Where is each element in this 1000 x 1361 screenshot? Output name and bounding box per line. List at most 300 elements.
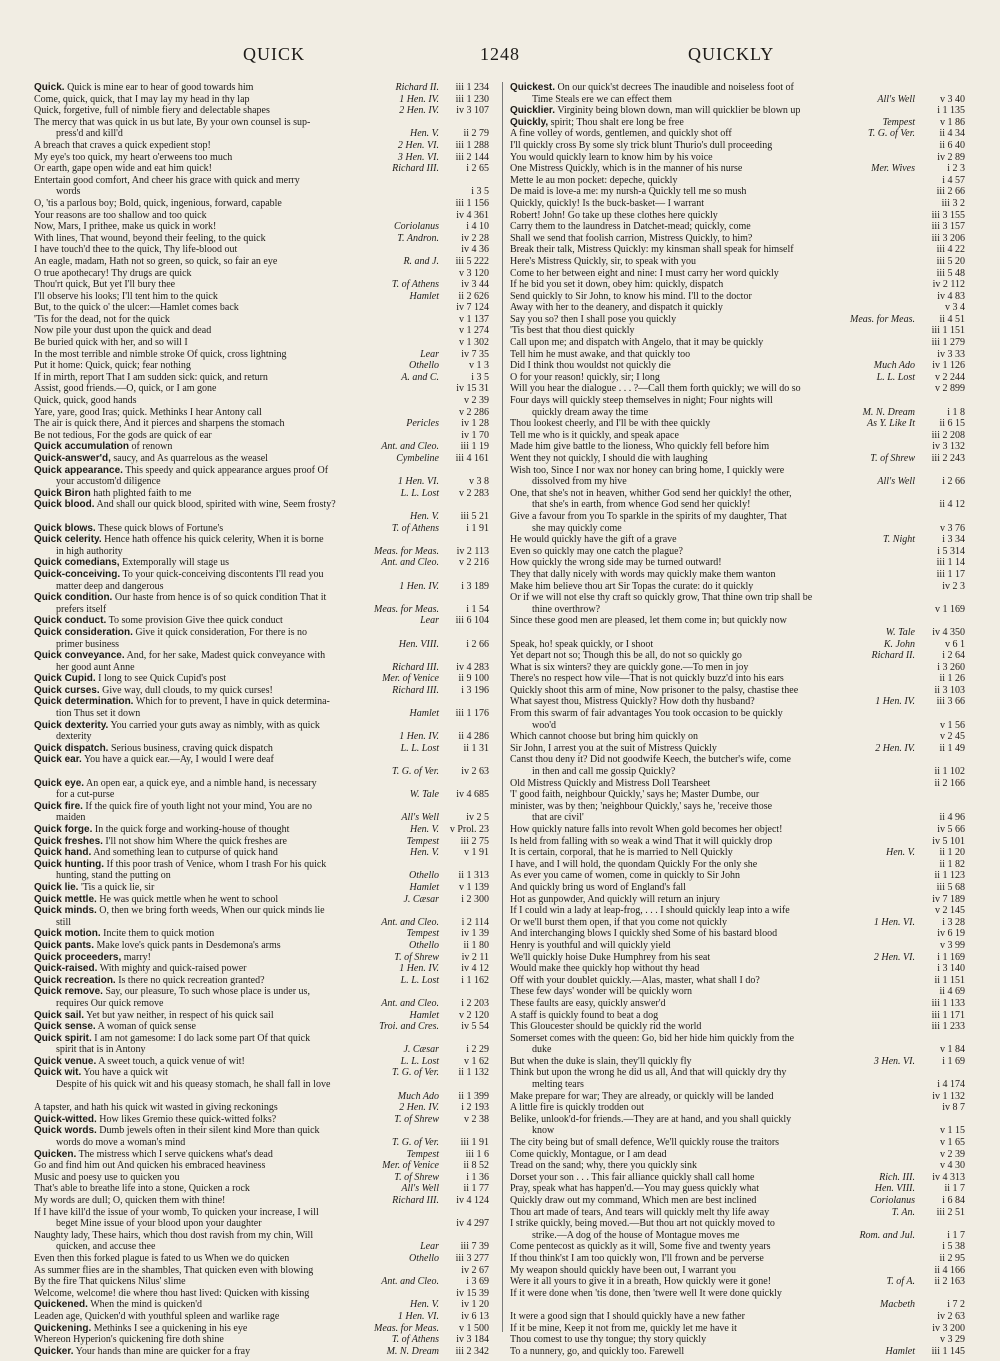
quotation: Call upon me; and dispatch with Angelo, that it may be quickly <box>510 337 764 349</box>
entry-text <box>510 210 911 222</box>
citation-reference: i 2 203 <box>461 997 489 1009</box>
quotation: Assist, good friends.—O, quick, or I am gone <box>34 383 217 395</box>
citation-reference: i 1 7 <box>947 1229 965 1241</box>
entry-line <box>510 1195 965 1207</box>
entry-text <box>34 569 435 581</box>
quotation: Or we'll burst them open, if that you come not quickly <box>510 916 728 928</box>
quotation: Welcome, welcome! die where thou hast lived: Quicken with kissing <box>34 1287 310 1299</box>
entry-text <box>34 186 435 198</box>
entry-text <box>510 940 911 952</box>
quotation: Quickly draw out my command, Which men are best inclined <box>510 1195 757 1206</box>
headword: Quick lie. <box>34 881 79 893</box>
quotation: quickly dream away the time <box>532 406 649 418</box>
entry-text <box>34 1125 435 1137</box>
running-head-right: QUICKLY <box>688 44 775 64</box>
entry-text <box>510 198 911 210</box>
citation-reference: iv 2 28 <box>461 232 489 244</box>
quotation: If thou think'st I am too quickly won, I'll frown and be perverse <box>510 1252 764 1264</box>
entry-text <box>510 418 863 430</box>
entry-text <box>34 963 395 975</box>
citation-reference: iv 3 107 <box>456 105 489 117</box>
citation-reference: v 3 76 <box>940 522 965 534</box>
entry-line <box>34 1056 489 1068</box>
headword: Quick conveyance. <box>34 650 125 662</box>
entry-line <box>510 1114 965 1126</box>
citation-reference: iv 2 112 <box>932 279 965 291</box>
quotation: An open ear, a quick eye, and a nimble hand, is necessary <box>85 777 317 789</box>
entry-text <box>510 801 911 813</box>
entry-line <box>510 395 965 407</box>
entry-line <box>510 291 965 303</box>
entry-line <box>34 383 489 395</box>
entry-line <box>510 1160 965 1172</box>
entry-line <box>510 418 965 430</box>
quotation: Quick, quick, good hands <box>34 395 137 407</box>
quotation: Come pentecost as quickly as it will, Some five and twenty years <box>510 1241 771 1253</box>
entry-text <box>34 349 416 361</box>
entry-line <box>510 337 965 349</box>
entry-line <box>34 847 489 859</box>
citation-reference <box>915 511 965 523</box>
quotation: words do move a woman's mind <box>56 1137 186 1149</box>
quotation: Sir John, I arrest you at the suit of Mistress Quickly <box>510 742 717 754</box>
citation-reference: v 2 244 <box>935 371 965 383</box>
citation-reference <box>915 754 965 766</box>
entry-line <box>510 801 965 813</box>
quotation: The mistress which I serve quickens what's dead <box>78 1148 273 1160</box>
entry-line <box>510 1276 965 1288</box>
entry-text <box>510 244 911 256</box>
quotation: spirit; Thou shalt ere long be free <box>550 116 684 128</box>
citation-reference <box>439 720 489 732</box>
citation-reference <box>439 1125 489 1137</box>
quotation: On our quick'st decrees The inaudible and noiseless foot of <box>557 82 794 93</box>
entry-line <box>34 1137 489 1149</box>
citation-reference: ii 4 166 <box>934 1264 965 1276</box>
quotation: Or earth, gape open wide and eat him quick! <box>34 163 212 175</box>
citation-reference <box>439 175 489 187</box>
entry-line <box>510 128 965 140</box>
entry-text <box>34 766 388 778</box>
headword: Quick eye. <box>34 777 85 789</box>
entry-text <box>510 812 911 824</box>
headword: Quicklier. <box>510 105 556 117</box>
entry-line <box>34 986 489 998</box>
quotation: But, to the quick o' the ulcer:—Hamlet comes back <box>34 302 239 314</box>
entry-text <box>510 1230 855 1242</box>
quotation: And, for her sake, Madest quick conveyance with <box>126 650 326 662</box>
right-column <box>510 82 965 1357</box>
quotation: We'll quickly hoise Duke Humphrey from his seat <box>510 951 711 963</box>
entry-line <box>510 986 965 998</box>
entry-text <box>510 302 911 314</box>
citation-reference: iii 5 48 <box>936 267 965 279</box>
entry-text <box>510 395 911 407</box>
entry-line <box>34 894 489 906</box>
quotation: still <box>56 916 72 928</box>
play-title: T. of Shrew <box>394 951 439 963</box>
quotation: If I have kill'd the issue of your womb, To quicken your increase, I will <box>34 1206 319 1218</box>
entry-line <box>34 673 489 685</box>
entry-text <box>34 430 435 442</box>
citation-reference: iii 5 68 <box>936 881 965 893</box>
quotation: Say you so? then I shall pose you quickly <box>510 313 677 325</box>
entry-line <box>34 1067 489 1079</box>
entry-text <box>34 836 403 848</box>
play-title: Rich. III. <box>879 1171 915 1183</box>
entry-text <box>510 82 911 94</box>
citation-reference: iv 15 39 <box>456 1287 489 1299</box>
entry-line <box>510 928 965 940</box>
entry-line <box>34 1346 489 1358</box>
entry-text <box>34 1137 388 1149</box>
citation-reference: v 3 99 <box>940 939 965 951</box>
entry-text <box>510 1102 911 1114</box>
entry-line <box>510 627 965 639</box>
entry-text <box>34 94 395 106</box>
play-title: 2 Hen. VI. <box>397 139 439 151</box>
quotation: If it were done when 'tis done, then 'twere well It were done quickly <box>510 1287 782 1299</box>
quotation: Off with your doublet quickly.—Alas, master, what shall I do? <box>510 974 760 986</box>
play-title: Richard III. <box>392 163 439 175</box>
entry-text <box>510 1183 871 1195</box>
quotation: duke <box>532 1044 552 1056</box>
quotation: of renown <box>131 441 173 453</box>
entry-line <box>34 407 489 419</box>
entry-text <box>510 128 864 140</box>
entry-line <box>34 244 489 256</box>
entry-text <box>34 1253 405 1265</box>
entry-text <box>34 198 435 210</box>
entry-text <box>34 1149 403 1161</box>
entry-text <box>510 1253 911 1265</box>
citation-reference: i 4 10 <box>466 221 489 233</box>
play-title: Hen. V. <box>410 847 439 859</box>
entry-line <box>510 1230 965 1242</box>
headword: Quick forge. <box>34 824 93 835</box>
entry-line <box>34 117 489 129</box>
play-title: Much Ado <box>397 1090 439 1102</box>
citation-reference: iv 4 83 <box>937 290 965 302</box>
citation-reference: v 1 3 <box>469 360 489 372</box>
citation-reference: iii 1 17 <box>936 568 965 580</box>
citation-reference: i 2 66 <box>466 638 489 650</box>
quotation: Old Mistress Quickly and Mistress Doll Tearsheet <box>510 777 711 789</box>
entry-line <box>510 349 965 361</box>
quotation: He was quick mettle when he went to school <box>99 893 279 905</box>
entry-text <box>34 372 397 384</box>
citation-reference: i 2 29 <box>466 1044 489 1056</box>
play-title: Tempest <box>406 835 439 847</box>
quotation: In the quick forge and working-house of thought <box>94 824 290 835</box>
entry-line <box>510 766 965 778</box>
play-title: L. L. Lost <box>400 742 439 754</box>
entry-line <box>34 453 489 465</box>
entry-text <box>510 1125 911 1137</box>
entry-text <box>510 708 911 720</box>
quotation: Make love's quick pants in Desdemona's arms <box>96 939 281 951</box>
entry-text <box>510 696 871 708</box>
entry-text <box>34 1056 397 1068</box>
headword: Quick-conceiving. <box>34 568 121 580</box>
citation-reference: iv 6 13 <box>461 1310 489 1322</box>
entry-line <box>510 1125 965 1137</box>
quotation: As summer flies are in the shambles, That quicken even with blowing <box>34 1264 314 1276</box>
play-title: K. John <box>883 638 915 650</box>
entry-line <box>510 708 965 720</box>
quotation: And quickly bring us word of England's fall <box>510 881 686 893</box>
headword: Quick-raised. <box>34 963 98 975</box>
headword: Quick celerity. <box>34 534 102 546</box>
quotation: strike.—A dog of the house of Montague moves me <box>532 1229 740 1241</box>
entry-text <box>510 685 911 697</box>
entry-text <box>34 731 395 743</box>
citation-reference: iii 5 20 <box>936 255 965 267</box>
citation-reference: ii 1 31 <box>463 742 489 754</box>
entry-text <box>510 754 911 766</box>
quotation: I'll observe his looks; I'll tent him to the quick <box>34 290 218 302</box>
play-title: Mer. of Venice <box>382 1160 439 1172</box>
entry-text <box>34 465 435 477</box>
headword: Quickened. <box>34 1299 88 1311</box>
play-title: Hamlet <box>409 881 439 893</box>
citation-reference <box>915 615 965 627</box>
citation-reference: ii 2 166 <box>934 777 965 789</box>
citation-reference: iii 4 161 <box>455 453 489 464</box>
quotation: If the quick fire of youth light not your mind, You are no <box>85 800 313 812</box>
entry-text <box>34 894 399 906</box>
citation-reference: iii 1 288 <box>455 139 489 151</box>
entry-text <box>510 592 911 604</box>
entry-text <box>510 1044 911 1056</box>
play-title: T. Andron. <box>397 232 439 244</box>
entry-line <box>510 210 965 222</box>
citation-reference: iv 4 297 <box>456 1218 489 1230</box>
play-title: Hamlet <box>409 290 439 302</box>
play-title: Ant. and Cleo. <box>381 916 439 928</box>
headword: Quick dispatch. <box>34 742 109 754</box>
entry-line <box>34 731 489 743</box>
headword: Quick spirit. <box>34 1032 92 1044</box>
entry-text <box>34 418 402 430</box>
play-title: Coriolanus <box>869 1195 915 1206</box>
entry-line <box>510 824 965 836</box>
quotation: requires Our quick remove <box>56 997 164 1009</box>
quotation: Be not tedious, For the gods are quick of ear <box>34 429 212 441</box>
entry-text <box>34 1183 397 1195</box>
play-title: Pericles <box>406 418 439 430</box>
entry-text <box>510 998 911 1010</box>
citation-reference: iii 2 342 <box>455 1345 489 1357</box>
entry-text <box>34 117 435 129</box>
citation-reference: ii 1 49 <box>939 742 965 754</box>
headword: Quickest. <box>510 82 556 93</box>
entry-line <box>34 1253 489 1265</box>
entry-text <box>510 673 911 685</box>
entry-text <box>34 592 435 604</box>
play-title: Hamlet <box>885 1345 915 1357</box>
entry-line <box>510 1021 965 1033</box>
entry-line <box>34 511 489 523</box>
entry-text <box>510 986 911 998</box>
quotation: Go and find him out And quicken his embraced heaviness <box>34 1160 266 1172</box>
entry-line <box>510 441 965 453</box>
play-title: T. of Athens <box>391 1334 439 1346</box>
citation-reference: v 2 286 <box>459 406 489 418</box>
quotation: press'd and kill'd <box>56 128 123 140</box>
entry-text <box>510 963 911 975</box>
entry-text <box>510 847 882 859</box>
entry-text <box>34 639 395 651</box>
entry-line <box>510 534 965 546</box>
play-title: T. of Shrew <box>870 453 915 464</box>
page-number: 1248 <box>480 44 520 64</box>
entry-text <box>34 998 377 1010</box>
citation-reference: v 3 120 <box>459 267 489 279</box>
citation-reference: ii 4 69 <box>939 986 965 998</box>
citation-reference: iii 5 21 <box>460 510 489 522</box>
entry-line <box>510 754 965 766</box>
quotation: Hot as gunpowder, And quickly will return an injury <box>510 893 720 905</box>
headword: Quick wit. <box>34 1067 82 1079</box>
entry-text <box>510 836 911 848</box>
entry-line <box>34 569 489 581</box>
citation-reference: iii 3 155 <box>931 209 965 221</box>
headword: Quickening. <box>34 1322 92 1334</box>
quotation: A fine volley of words, gentlemen, and quickly shot off <box>510 128 732 140</box>
entry-text <box>34 975 397 987</box>
entry-text <box>510 1172 875 1184</box>
play-title: L. L. Lost <box>400 487 439 499</box>
entry-line <box>34 685 489 697</box>
citation-reference: iii 1 19 <box>460 441 489 453</box>
entry-text <box>510 778 911 790</box>
quotation: If this poor trash of Venice, whom I trash For his quick <box>106 858 327 870</box>
entry-text <box>34 812 397 824</box>
entry-text <box>510 639 880 651</box>
citation-reference: i 2 65 <box>466 163 489 175</box>
entry-text <box>34 801 435 813</box>
entry-line <box>510 1172 965 1184</box>
entry-line <box>510 615 965 627</box>
entry-text <box>34 615 416 627</box>
entry-text <box>510 1160 911 1172</box>
entry-line <box>34 650 489 662</box>
quotation: marry! <box>123 951 151 963</box>
quotation: De maid is love-a me: my nursh-a Quickly tell me so mush <box>510 186 747 198</box>
quotation: Will you hear the dialogue . . . ?—Call them forth quickly; we will do so <box>510 383 801 395</box>
entry-line <box>34 1160 489 1172</box>
citation-reference: v 2 39 <box>464 395 489 407</box>
entry-line <box>34 1033 489 1045</box>
play-title: M. N. Dream <box>862 406 915 418</box>
headword: Quick hand. <box>34 847 92 859</box>
entry-line <box>510 789 965 801</box>
quotation: Time Steals ere we can effect them <box>532 93 672 105</box>
quotation: This Gloucester should be quickly rid the world <box>510 1021 702 1033</box>
entry-line <box>510 476 965 488</box>
headword: Quick accumulation <box>34 441 130 453</box>
quotation: I'll quickly cross By some sly trick blunt Thurio's dull proceeding <box>510 139 773 151</box>
entry-line <box>34 221 489 233</box>
entry-text <box>510 824 911 836</box>
quotation: dissolved from my hive <box>532 476 627 488</box>
headword: Quick words. <box>34 1125 97 1137</box>
citation-reference <box>915 708 965 720</box>
entry-text <box>34 499 435 511</box>
play-title: Othello <box>409 360 439 372</box>
entry-text <box>34 1044 399 1056</box>
citation-reference <box>439 1230 489 1242</box>
citation-reference: iii 1 6 <box>465 1148 489 1160</box>
entry-line <box>34 140 489 152</box>
entry-line <box>34 604 489 616</box>
entry-text <box>34 859 435 871</box>
citation-reference: v 2 145 <box>935 905 965 917</box>
quotation: that she's in earth, from whence God send her quickly! <box>532 499 751 511</box>
entry-line <box>510 465 965 477</box>
citation-reference: iv 2 89 <box>937 151 965 163</box>
entry-line <box>510 186 965 198</box>
quotation: hunting, stand the putting on <box>56 870 171 882</box>
citation-reference: i 2 114 <box>461 916 489 928</box>
quotation: Think but upon the wrong he did us all, And that will quickly dry thy <box>510 1067 787 1079</box>
quotation: minister, was by then; 'neighbour Quickly,' says he, 'receive those <box>510 800 773 812</box>
entry-text <box>510 743 871 755</box>
entry-text <box>34 534 435 546</box>
quotation: Your reasons are too shallow and too quick <box>34 209 207 221</box>
quotation: Send quickly to Sir John, to know his mind. I'll to the doctor <box>510 290 752 302</box>
entry-line <box>510 511 965 523</box>
quotation: Made him give battle to the lioness, Who quickly fell before him <box>510 441 770 453</box>
citation-reference: iii 1 151 <box>931 325 965 337</box>
entry-text <box>510 604 911 616</box>
play-title: Hen. V. <box>410 1299 439 1311</box>
citation-reference: ii 2 626 <box>458 290 489 302</box>
quotation: You would quickly learn to know him by his voice <box>510 151 713 163</box>
citation-reference: v 1 302 <box>459 337 489 349</box>
entry-text <box>34 82 391 94</box>
headword: Quick consideration. <box>34 626 133 638</box>
entry-text <box>34 221 390 233</box>
citation-reference: iii 5 222 <box>455 255 489 267</box>
entry-line <box>510 720 965 732</box>
entry-line <box>510 975 965 987</box>
entry-line <box>510 1091 965 1103</box>
entry-line <box>510 1218 965 1230</box>
citation-reference <box>915 82 965 94</box>
entry-text <box>34 1010 406 1022</box>
quotation: Mette le au mon pocket: depeche, quickly <box>510 174 678 186</box>
quotation: An eagle, madam, Hath not so green, so quick, so fair an eye <box>34 255 278 267</box>
entry-line <box>34 488 489 500</box>
quotation: Your hands than mine are quicker for a fray <box>75 1345 251 1357</box>
citation-reference: i 1 135 <box>937 105 965 117</box>
quotation: The city being but of small defence, We'll quickly rouse the traitors <box>510 1137 780 1149</box>
entry-line <box>34 639 489 651</box>
headword: Quick dexterity. <box>34 719 109 731</box>
entry-line <box>510 256 965 268</box>
citation-reference: ii 1 132 <box>458 1067 489 1079</box>
quotation: It were a good sign that I should quickly have a new father <box>510 1310 745 1322</box>
entry-line <box>510 917 965 929</box>
quotation: To a nunnery, go, and quickly too. Farewell <box>510 1345 685 1357</box>
citation-reference: i 2 300 <box>461 893 489 905</box>
entry-text <box>510 1021 911 1033</box>
entry-text <box>34 523 388 535</box>
citation-reference: v Prol. 23 <box>449 824 489 835</box>
quotation: saucy, and As quarrelous as the weasel <box>113 453 268 464</box>
